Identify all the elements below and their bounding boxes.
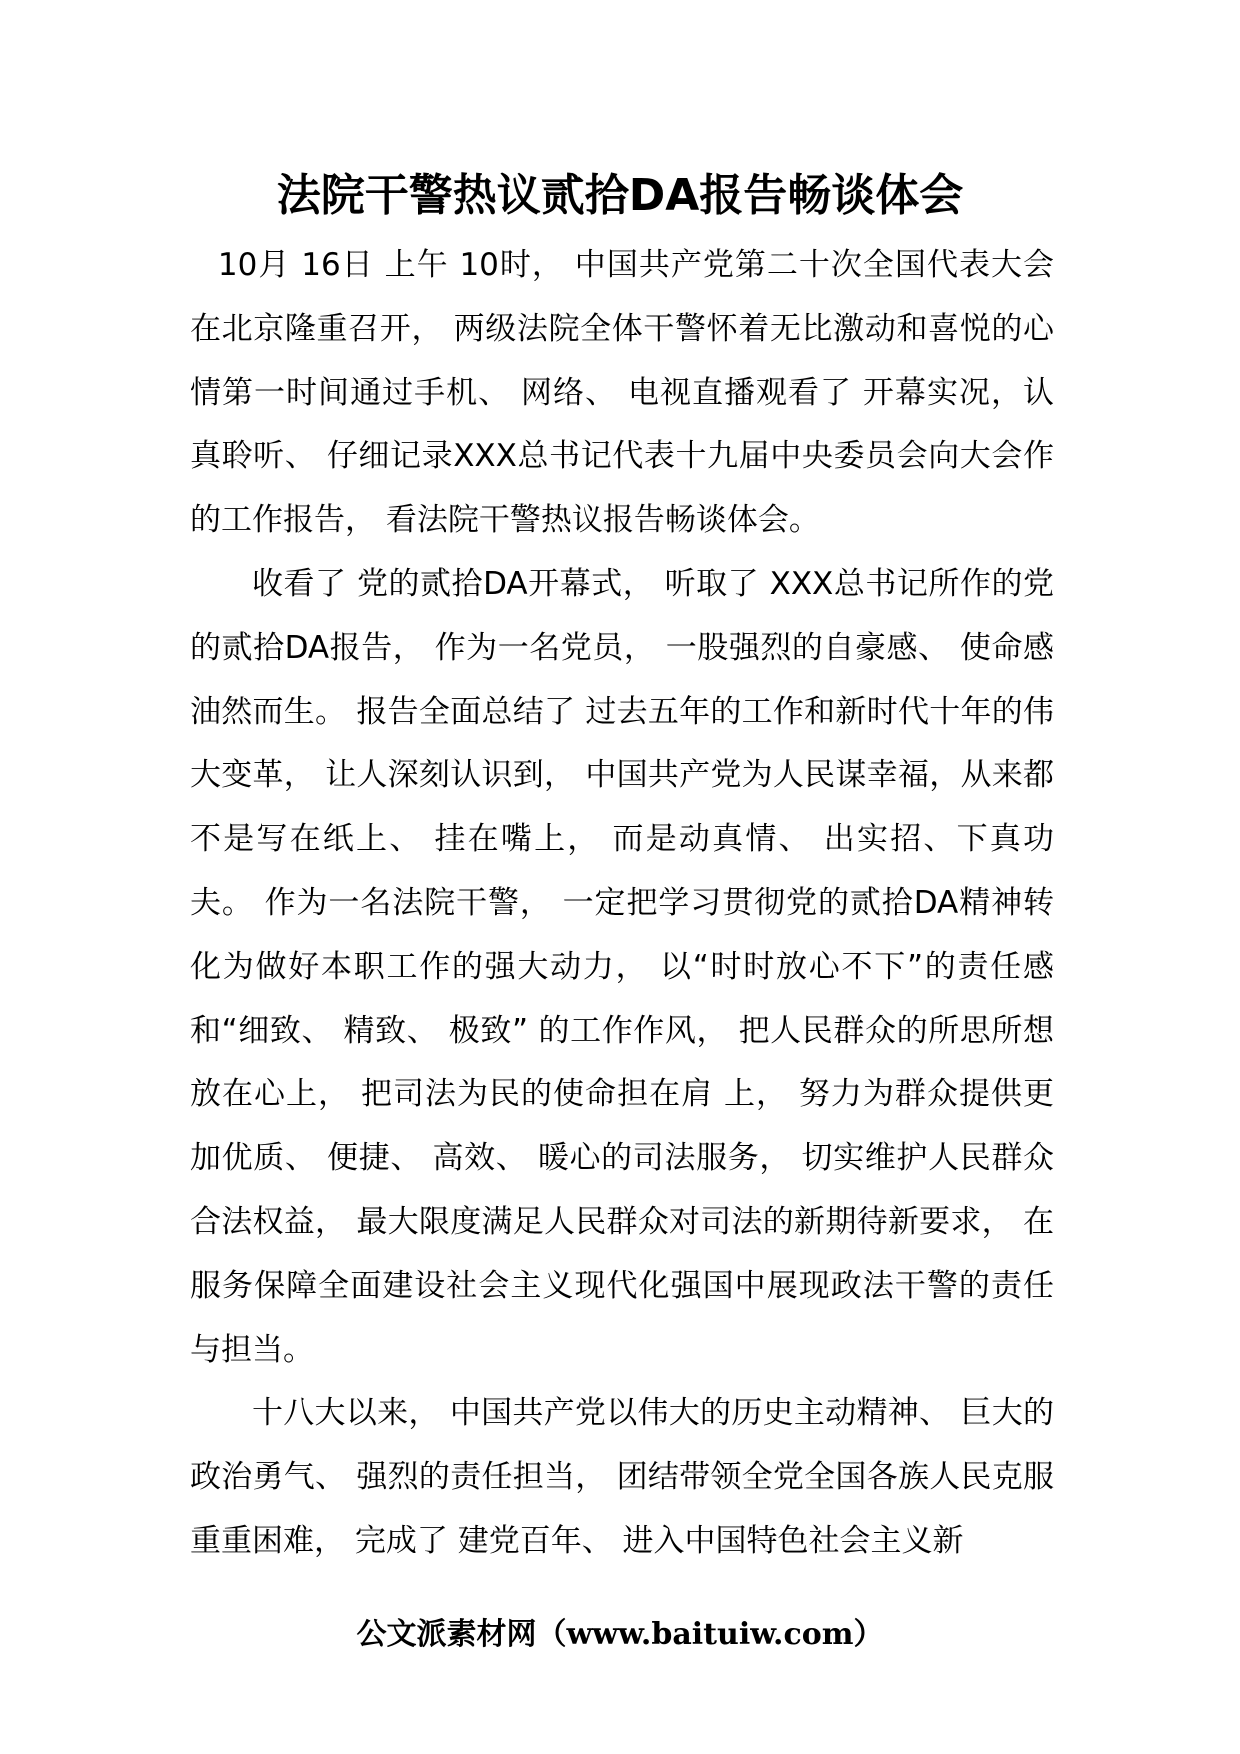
document-body xyxy=(190,234,1054,1574)
site-footer: 公文派素材网（www.baituiw.com） xyxy=(356,1617,884,1652)
paragraph-3: 十八大以来， 中国共产党以伟大的历史主动精神、 巨大的政治勇气、 强烈的责任担当， 团结带领全党全国各族人民克服重重困难， 完成了 建党百年、 进入中国特色社会主义新 xyxy=(190,1395,1054,1559)
paragraph-1: 10月 16日 上午 10时， 中国共产党第二十次全国代表大会在北京隆重召开， 两级法院全体干警怀着无比激动和喜悦的心情第一时间通过手机、 网络、 电视直播观看了 开幕实况，认真聆听、 仔细记录XXX总书记代表十九届中央委员会向大会作的工作报告， 看法院干警热议报告畅谈体会。 xyxy=(190,247,1054,539)
paragraph-2: 收看了 党的贰拾DA开幕式， 听取了 XXX总书记所作的党的贰拾DA报告， 作为一名党员， 一股强烈的自豪感、 使命感油然而生。 报告全面总结了 过去五年的工作和新时代十年的伟大变革， 让人深刻认识到， 中国共产党为人民谋幸福，从来都不是写在纸上、 挂在嘴上， 而是动真情、 出实招、下真功夫。 作为一名法院干警， 一定把学习贯彻党的贰拾DA精神转化为做好本职工作的强大动力， 以“时时放心不下”的责任感和“细致、 精致、 极致” 的工作作风， 把人民群众的所思所想放在心上， 把司法为民的使命担在肩 上， 努力为群众提供更加优质、 便捷、 高效、 暖心的司法服务， 切实维护人民群众合法权益， 最大限度满足人民群众对司法的新期待新要求， 在服务保障全面建设社会主义现代化强国中展现政法干警的责任与担当。 xyxy=(190,565,1054,1368)
document-title: 法院干警热议贰拾DA报告畅谈体会 xyxy=(276,170,964,221)
